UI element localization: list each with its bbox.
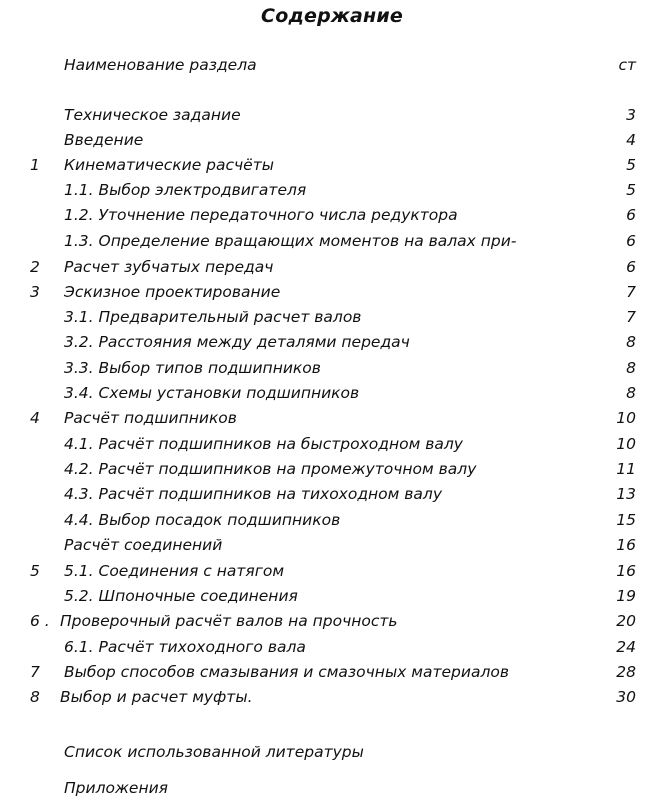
toc-page-number: 5	[626, 156, 636, 174]
toc-row	[0, 357, 664, 379]
toc-row	[0, 104, 664, 126]
toc-row	[0, 281, 664, 303]
toc-row	[0, 154, 664, 176]
toc-entry-label: 1.3. Определение вращающих моментов на валах при-	[64, 232, 517, 250]
toc-entry-label: 5.2. Шпоночные соединения	[64, 587, 298, 605]
toc-row	[0, 585, 664, 607]
toc-page-number: 7	[626, 308, 636, 326]
toc-page-number: 6	[626, 232, 636, 250]
toc-row	[0, 534, 664, 556]
toc-section-number: 3	[30, 283, 40, 301]
toc-page-number: 8	[626, 359, 636, 377]
toc-row	[0, 331, 664, 353]
toc-row	[0, 129, 664, 151]
toc-entry-label: 4.2. Расчёт подшипников на промежуточном валу	[64, 460, 477, 478]
toc-page-number: 20	[616, 612, 636, 630]
toc-page-number: 10	[616, 435, 636, 453]
toc-entry-label: Эскизное проектирование	[64, 283, 281, 301]
toc-row	[0, 230, 664, 252]
toc-entry-label: 3.1. Предварительный расчет валов	[64, 308, 362, 326]
toc-row	[0, 179, 664, 201]
appendices-label: Приложения	[64, 779, 168, 797]
section-column-header: Наименование раздела	[64, 56, 257, 74]
toc-section-number: 1	[30, 156, 40, 174]
toc-row	[0, 610, 664, 632]
toc-page-number: 7	[626, 283, 636, 301]
page-column-header: ст	[618, 56, 636, 74]
toc-row	[0, 458, 664, 480]
references-label: Список использованной литературы	[64, 743, 364, 761]
toc-entry-label: 3.3. Выбор типов подшипников	[64, 359, 321, 377]
toc-entry-label: Кинематические расчёты	[64, 156, 274, 174]
toc-section-number: 4	[30, 409, 40, 427]
toc-entry-label: Расчет зубчатых передач	[64, 258, 274, 276]
toc-page-number: 5	[626, 181, 636, 199]
toc-page-number: 30	[616, 688, 636, 706]
toc-section-number: 6 .	[30, 612, 50, 630]
toc-entry-label: 6.1. Расчёт тихоходного вала	[64, 638, 306, 656]
toc-row	[0, 661, 664, 683]
toc-header-row	[0, 54, 664, 76]
toc-page-number: 28	[616, 663, 636, 681]
toc-row	[0, 407, 664, 429]
toc-entry-label: 1.2. Уточнение передаточного числа редуктора	[64, 206, 458, 224]
toc-row	[0, 636, 664, 658]
toc-page-number: 3	[626, 106, 636, 124]
toc-page-number: 8	[626, 333, 636, 351]
toc-row-references	[0, 741, 664, 763]
toc-entry-label: 5.1. Соединения с натягом	[64, 562, 285, 580]
toc-entry-label: 4.4. Выбор посадок подшипников	[64, 511, 341, 529]
toc-page-number: 16	[616, 562, 636, 580]
toc-row	[0, 433, 664, 455]
toc-entry-label: Выбор способов смазывания и смазочных материалов	[64, 663, 509, 681]
toc-entry-label: 3.4. Схемы установки подшипников	[64, 384, 360, 402]
toc-row-appendices	[0, 777, 664, 799]
toc-entry-label: Проверочный расчёт валов на прочность	[60, 612, 398, 630]
toc-section-number: 8	[30, 688, 40, 706]
toc-page-number: 6	[626, 258, 636, 276]
toc-entry-label: Расчёт соединений	[64, 536, 223, 554]
toc-row	[0, 306, 664, 328]
toc-page-number: 8	[626, 384, 636, 402]
toc-page-number: 19	[616, 587, 636, 605]
toc-page-number: 10	[616, 409, 636, 427]
toc-entry-label: Выбор и расчет муфты.	[60, 688, 253, 706]
toc-row	[0, 686, 664, 708]
toc-entry-label: 3.2. Расстояния между деталями передач	[64, 333, 410, 351]
toc-entry-label: Введение	[64, 131, 144, 149]
toc-entry-label: Техническое задание	[64, 106, 241, 124]
toc-page-number: 24	[616, 638, 636, 656]
toc-section-number: 7	[30, 663, 40, 681]
toc-page-number: 6	[626, 206, 636, 224]
toc-row	[0, 256, 664, 278]
toc-section-number: 2	[30, 258, 40, 276]
toc-entry-label: 1.1. Выбор электродвигателя	[64, 181, 307, 199]
toc-page-number: 4	[626, 131, 636, 149]
toc-page-number: 11	[616, 460, 636, 478]
toc-page-number: 15	[616, 511, 636, 529]
toc-entry-label: 4.3. Расчёт подшипников на тихоходном валу	[64, 485, 443, 503]
toc-row	[0, 509, 664, 531]
toc-row	[0, 483, 664, 505]
toc-page-number: 16	[616, 536, 636, 554]
toc-row	[0, 204, 664, 226]
toc-row	[0, 382, 664, 404]
page-title: Содержание	[261, 5, 403, 27]
toc-entry-label: 4.1. Расчёт подшипников на быстроходном валу	[64, 435, 463, 453]
toc-section-number: 5	[30, 562, 40, 580]
toc-page-number: 13	[616, 485, 636, 503]
toc-row	[0, 560, 664, 582]
toc-entry-label: Расчёт подшипников	[64, 409, 237, 427]
